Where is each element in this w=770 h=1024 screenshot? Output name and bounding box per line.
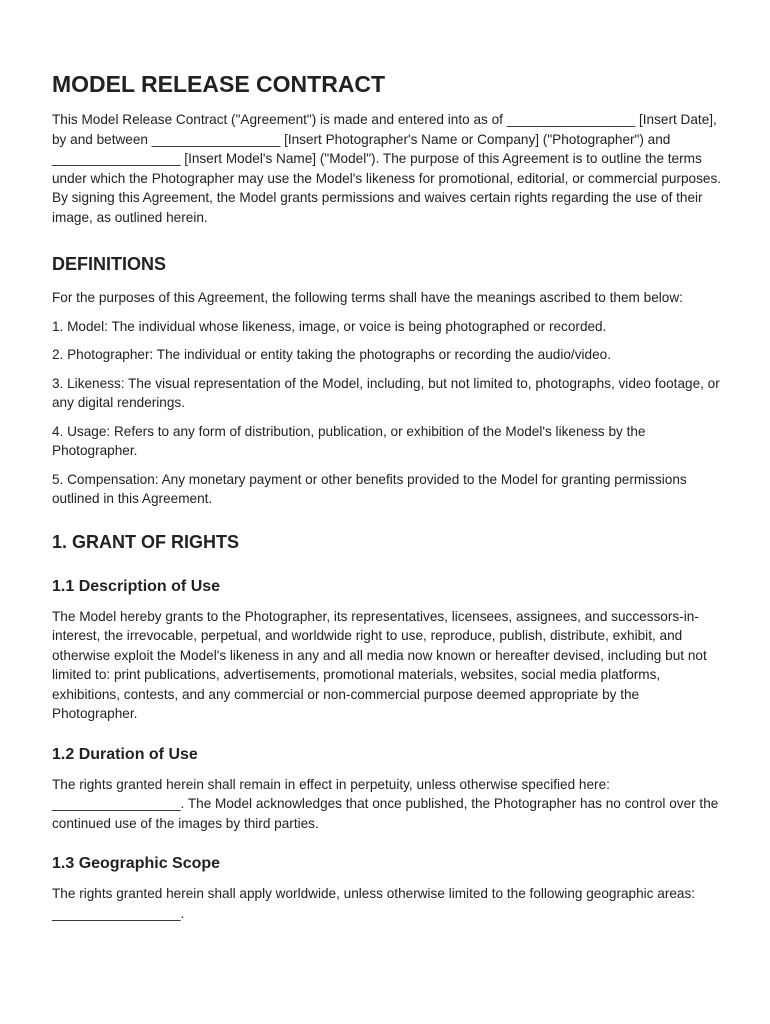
definition-item-likeness: 3. Likeness: The visual representation of the Model, including, but not limited to, photographs, video footage, or any digital renderings. (52, 375, 720, 410)
definitions-heading: DEFINITIONS (52, 254, 167, 274)
definition-item-usage: 4. Usage: Refers to any form of distribution, publication, or exhibition of the Model's likeness by the Photographer. (52, 423, 646, 458)
section-text-geographic-scope: The rights granted herein shall apply worldwide, unless otherwise limited to the following geographic areas: _________________. (52, 886, 696, 921)
section-text-duration-of-use: The rights granted herein shall remain in effect in perpetuity, unless otherwise specified here: _________________. The Model acknowledges that once published, the Photographer has no control over the continued use of the images by third parties. (52, 776, 719, 831)
definition-item-photographer: 2. Photographer: The individual or entity taking the photographs or recording the audio/video. (52, 347, 611, 362)
intro-paragraph: This Model Release Contract ("Agreement") is made and entered into as of _________________ [Insert Date], by and between _________________ [Insert Photographer's Name or Company] ("Photographer") and _________________ [Insert Model's Name] ("Model"). The purpose of this Agreement is to outline the terms under which the Photographer may use the Model's likeness for promotional, editorial, or commercial purposes. By signing this Agreement, the Model grants permissions and waives certain rights regarding the use of their image, as outlined herein. (52, 112, 722, 225)
grant-of-rights-heading: 1. GRANT OF RIGHTS (52, 531, 240, 552)
section-title-duration-of-use: 1.2 Duration of Use (52, 745, 198, 763)
document-title: MODEL RELEASE CONTRACT (52, 71, 386, 97)
definition-item-compensation: 5. Compensation: Any monetary payment or other benefits provided to the Model for granting permissions outlined in this Agreement. (52, 471, 687, 506)
section-title-geographic-scope: 1.3 Geographic Scope (52, 855, 221, 872)
document-page (52, 70, 724, 944)
section-title-description-of-use: 1.1 Description of Use (52, 577, 221, 595)
definitions-intro: For the purposes of this Agreement, the following terms shall have the meanings ascribed to them below: (52, 290, 683, 305)
definition-item-model: 1. Model: The individual whose likeness, image, or voice is being photographed or recorded. (52, 318, 607, 334)
section-text-description-of-use: The Model hereby grants to the Photographer, its representatives, licensees, assignees, and successors-in-interest, the irrevocable, perpetual, and worldwide right to use, reproduce, publish, distribute, exhibit, and otherwise exploit the Model's likeness in any and all media now known or hereafter devised, including but not limited to: print publications, advertisements, promotional materials, websites, social media platforms, exhibitions, contests, and any commercial or non-commercial purpose deemed appropriate by the Photographer. (52, 608, 707, 721)
